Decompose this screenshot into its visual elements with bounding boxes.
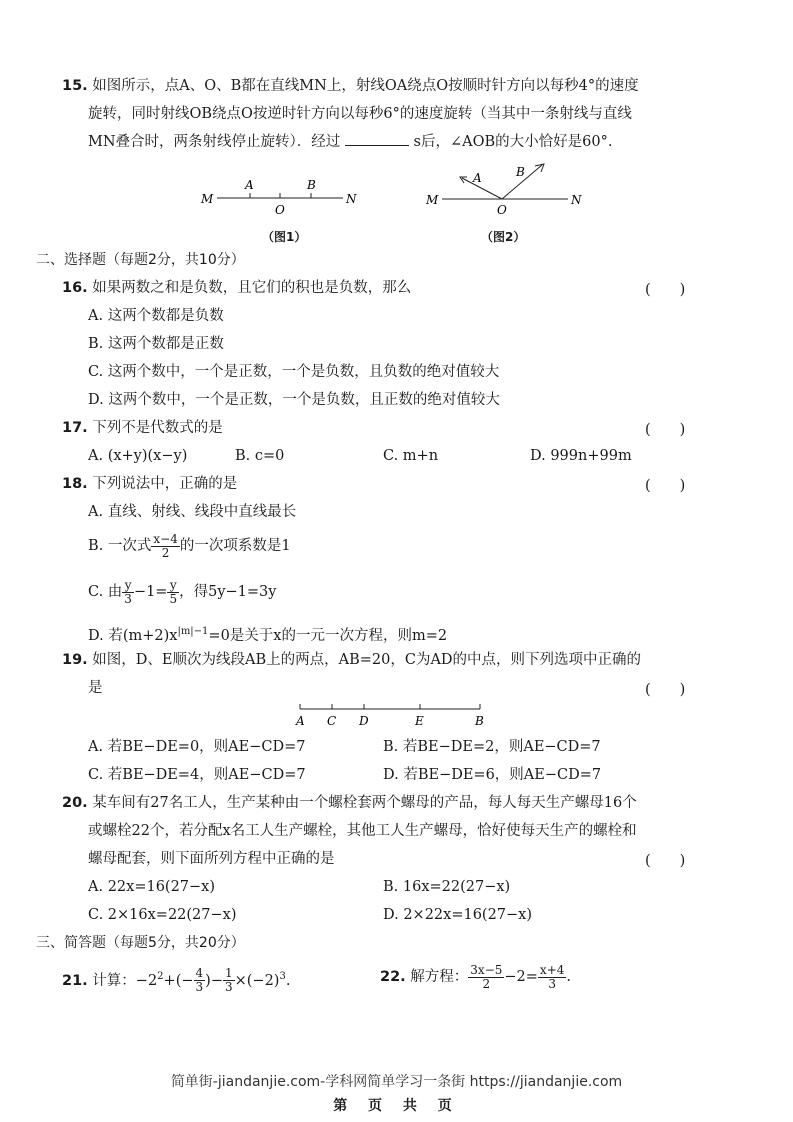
q20-option-a: A. 22x=16(27−x): [88, 879, 216, 895]
q22: [380, 962, 571, 992]
q15-figure2: [420, 160, 595, 218]
q19-label-c: C: [327, 714, 337, 728]
q17-option-b: B. c=0: [235, 448, 285, 464]
q18-c-n1: y: [122, 579, 134, 593]
q18-option-b: [88, 531, 291, 561]
q19-number: 19.: [62, 652, 88, 668]
q19-segment-figure: [292, 700, 492, 730]
q16-number: 16.: [62, 280, 88, 296]
fig2-label-o: O: [497, 203, 507, 217]
fig2-label-m: M: [426, 193, 439, 207]
q15-line2: 旋转，同时射线OB绕点O按逆时针方向以每秒6°的速度旋转（当其中一条射线与直线: [88, 106, 632, 122]
q17-number: 17.: [62, 420, 88, 436]
q21-d1: 3: [195, 980, 204, 995]
q18-c-n2: y: [167, 579, 179, 593]
q21-frac2: [223, 967, 235, 994]
fig2-caption: （图2）: [481, 230, 526, 244]
fig1-caption: （图1）: [262, 230, 307, 244]
q18-b-den: 2: [161, 545, 170, 560]
q21-n1: 4: [195, 966, 204, 981]
q18-c-frac2: [167, 579, 179, 606]
fig1-label-b: B: [307, 178, 316, 192]
q21-n2: 1: [224, 966, 233, 981]
q19-option-d: D. 若BE−DE=6，则AE−CD=7: [383, 767, 602, 783]
q15-text3a: MN叠合时，两条射线停止旋转）．经过: [88, 134, 341, 150]
q22-number: 22.: [380, 969, 406, 985]
q20-stem3: 螺母配套，则下面所列方程中正确的是: [88, 851, 335, 867]
q19-option-a: A. 若BE−DE=0，则AE−CD=7: [88, 739, 306, 755]
q17-option-a: A. (x+y)(x−y): [88, 448, 188, 464]
q17-answer-paren: ( ): [645, 422, 686, 438]
q18-d-post: =0是关于x的一元一次方程，则m=2: [208, 627, 448, 644]
fig2-label-n: N: [571, 193, 582, 207]
q18-option-c: [88, 577, 276, 607]
q20-number: 20.: [62, 795, 88, 811]
q21-pre: 计算：−2: [92, 972, 158, 989]
q18-c-post: ，得5y−1=3y: [179, 584, 277, 600]
q21-number: 21.: [62, 972, 88, 989]
q22-n1: 3x−5: [470, 962, 503, 977]
q16-option-b: B. 这两个数都是正数: [88, 336, 224, 352]
q18-c-pre: C. 由: [88, 584, 123, 600]
q22-n2: x+4: [539, 962, 565, 977]
q17-text: 下列不是代数式的是: [92, 420, 223, 436]
q22-d2: 3: [548, 976, 556, 991]
q20-option-c: C. 2×16x=22(27−x): [88, 907, 237, 923]
q20-option-b: B. 16x=22(27−x): [383, 879, 511, 895]
section2-heading: 二、选择题（每题2分，共10分）: [36, 252, 245, 268]
q19-option-b: B. 若BE−DE=2，则AE−CD=7: [383, 739, 601, 755]
q16-option-d: D. 这两个数中，一个是正数，一个是负数，且正数的绝对值较大: [88, 392, 500, 408]
q21: [62, 962, 290, 996]
q20-answer-paren: ( ): [645, 853, 686, 869]
q18-c-d2: 5: [169, 591, 178, 606]
q18-b-post: 的一次项系数是1: [179, 538, 291, 554]
q18-answer-paren: ( ): [645, 478, 686, 494]
q19-label-a: A: [296, 714, 305, 728]
q17-option-d: D. 999n+99m: [530, 448, 632, 464]
q15-blank: [345, 145, 409, 146]
q18-b-fraction: [151, 533, 179, 560]
q22-mid: −2=: [504, 969, 538, 985]
q18-d-pre: D. 若(m+2)x: [88, 627, 178, 644]
q22-frac1: [468, 964, 504, 991]
q16-stem: [62, 278, 411, 298]
q21-mid3: ×(−2): [234, 972, 280, 989]
q21-mid1: +(−: [163, 972, 194, 989]
q15-line3: [88, 132, 612, 152]
q19-label-b: B: [475, 714, 484, 728]
q19-stem1: [62, 650, 641, 670]
q15-figure1: [195, 176, 370, 216]
q18-b-num: x−4: [153, 531, 178, 546]
q16-text: 如果两数之和是负数，且它们的积也是负数，那么: [92, 280, 412, 296]
q21-sup2: 3: [279, 971, 286, 982]
q21-end: .: [285, 972, 291, 989]
footer-source: 简单街-jiandanjie.com-学科网简单学习一条街 https://jiandanjie.com: [170, 1074, 623, 1090]
q22-end: .: [566, 969, 571, 985]
q22-pre: 解方程：: [410, 969, 469, 985]
fig1-label-m: M: [201, 192, 214, 206]
q20-stem2: 或螺栓22个，若分配x名工人生产螺栓，其他工人生产螺母，恰好使每天生产的螺栓和: [88, 823, 637, 839]
q20-option-d: D. 2×22x=16(27−x): [383, 907, 533, 923]
fig1-label-o: O: [275, 203, 285, 216]
q18-stem: [62, 474, 237, 494]
q15-text1: 如图所示，点A、O、B都在直线MN上，射线OA绕点O按顺时针方向以每秒4°的速度: [92, 78, 639, 94]
q20-stem1: [62, 793, 637, 813]
fig1-label-n: N: [346, 192, 357, 206]
q18-d-sup: |m|−1: [177, 626, 209, 637]
fig1-label-a: A: [245, 178, 254, 192]
q15-number: 15.: [62, 78, 88, 94]
q18-c-d1: 3: [124, 591, 132, 606]
q19-text1: 如图，D、E顺次为线段AB上的两点，AB=20，C为AD的中点，则下列选项中正确的: [92, 652, 642, 668]
q17-stem: [62, 418, 223, 438]
footer-page-number: 第 页 共 页: [333, 1098, 460, 1114]
q20-text1: 某车间有27名工人，生产某种由一个螺栓套两个螺母的产品，每人每天生产螺母16个: [92, 795, 637, 811]
section3-heading: 三、简答题（每题5分，共20分）: [36, 935, 245, 951]
q16-option-a: A. 这两个数都是负数: [88, 308, 224, 324]
q18-text: 下列说法中，正确的是: [92, 476, 238, 492]
fig2-label-a: A: [473, 171, 482, 185]
q18-option-a: A. 直线、射线、线段中直线最长: [88, 504, 297, 520]
q17-option-c: C. m+n: [383, 448, 439, 464]
q16-option-c: C. 这两个数中，一个是正数，一个是负数，且负数的绝对值较大: [88, 364, 500, 380]
q18-c-mid: −1=: [133, 584, 168, 600]
q21-sup1: 2: [157, 971, 164, 982]
q18-option-d: [88, 622, 447, 646]
q19-stem2: 是: [88, 680, 103, 696]
q19-option-c: C. 若BE−DE=4，则AE−CD=7: [88, 767, 306, 783]
q19-answer-paren: ( ): [645, 682, 686, 698]
q18-c-frac1: [122, 579, 134, 606]
fig2-label-b: B: [516, 165, 525, 179]
q22-frac2: [538, 964, 566, 991]
q15-line1: [62, 76, 639, 96]
q21-d2: 3: [224, 980, 233, 995]
q19-label-e: E: [415, 714, 424, 728]
q15-text3b: s后，∠AOB的大小恰好是60°.: [413, 134, 613, 150]
q21-mid2: )−: [205, 972, 223, 989]
q18-b-pre: B. 一次式: [88, 538, 152, 554]
q18-number: 18.: [62, 476, 88, 492]
q22-d1: 2: [482, 976, 491, 991]
q16-answer-paren: ( ): [645, 282, 686, 298]
q19-label-d: D: [359, 714, 369, 728]
q21-frac1: [194, 967, 206, 994]
